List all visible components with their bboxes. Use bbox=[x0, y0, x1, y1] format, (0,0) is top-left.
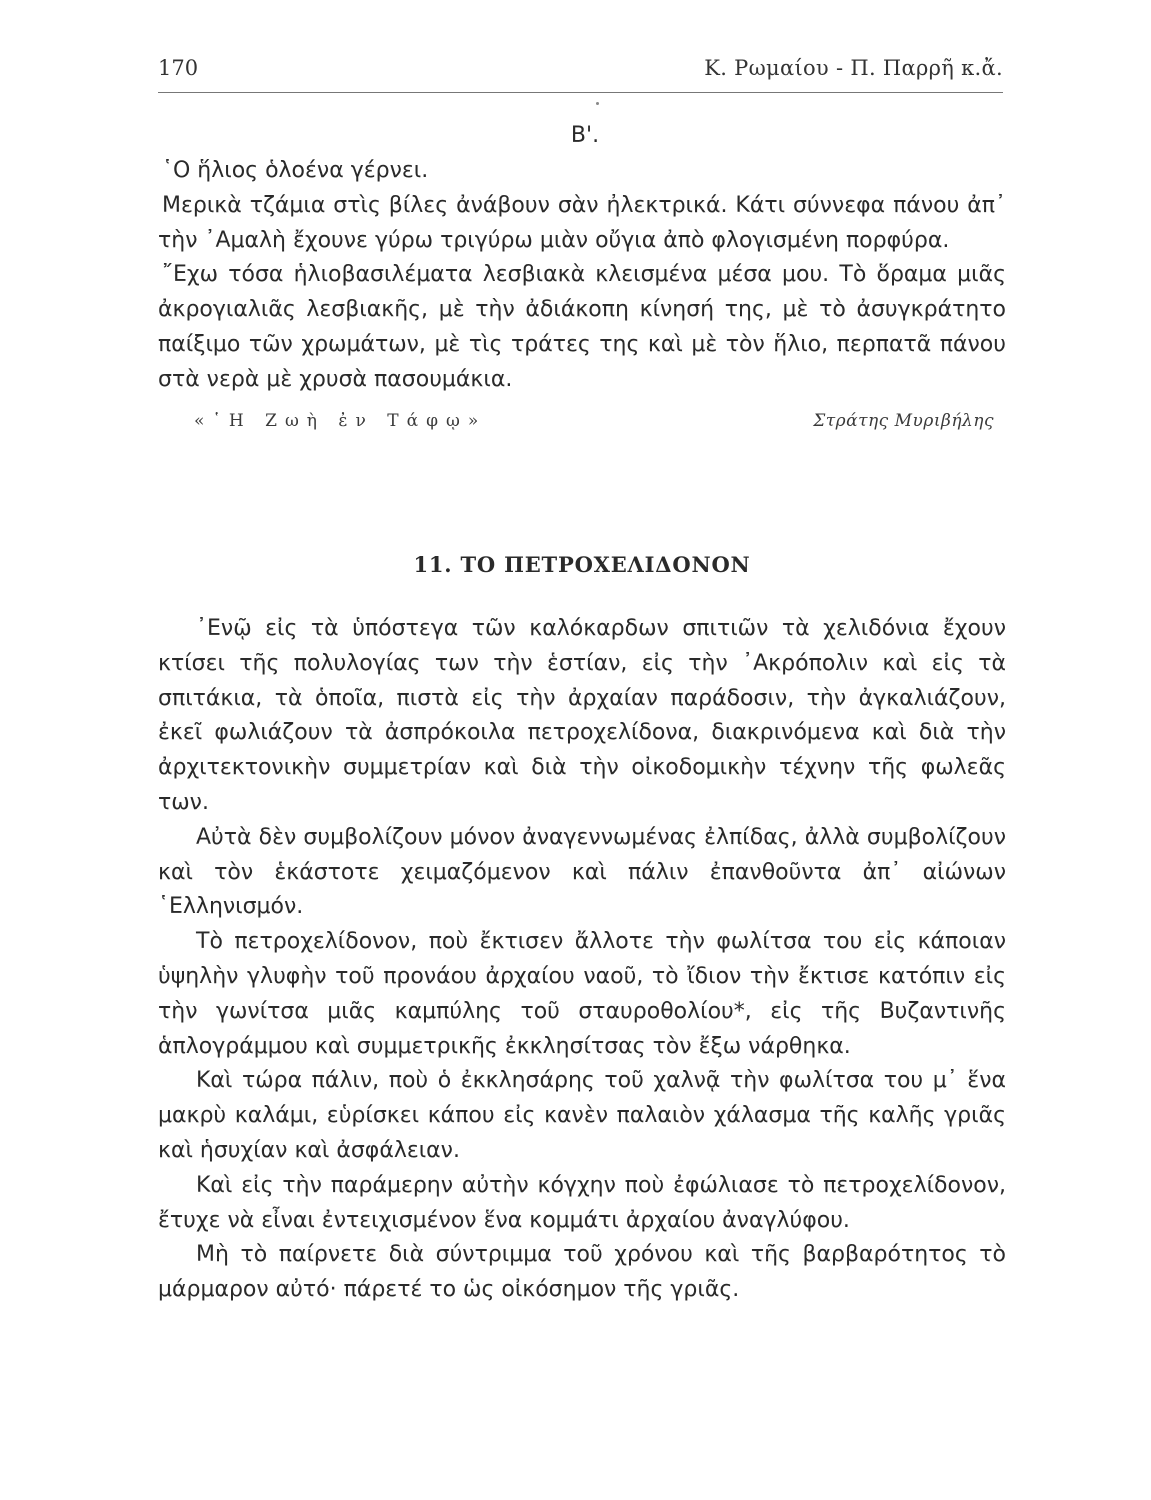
chapter-heading: 11. ΤΟ ΠΕΤΡΟΧΕΛΙΔΟΝΟΝ bbox=[413, 552, 751, 577]
header-divider bbox=[158, 92, 1003, 93]
ornament-dot bbox=[596, 102, 599, 105]
running-header bbox=[158, 56, 1003, 92]
paragraph: Αὐτὰ δὲν συμβολίζουν μόνον ἀναγεννωμένας ἐλπίδας, ἀλλὰ συμβολίζουν καὶ τὸν ἑκάστοτε χειμαζόμενον καὶ πάλιν ἐπανθοῦντα ἀπ᾿ αἰώνων ῾Ελληνισμόν. bbox=[158, 824, 1006, 920]
citation-author: Στράτης Μυριβήλης bbox=[813, 410, 994, 431]
page-number: 170 bbox=[158, 56, 199, 80]
paragraph: ῎Εχω τόσα ἡλιοβασιλέματα λεσβιακὰ κλεισμένα μέσα μου. Τὸ ὅραμα μιᾶς ἀκρογιαλιᾶς λεσβιακῆς, μὲ τὴν ἀδιάκοπη κίνησή της, μὲ τὸ ἀσυγκράτητο παίξιμο τῶν χρωμάτων, μὲ τὶς τράτες της καὶ μὲ τὸν ἥλιο, περπατᾶ πάνου στὰ νερὰ μὲ χρυσὰ πασουμάκια. bbox=[158, 262, 1006, 392]
running-title: Κ. Ρωμαίου - Π. Παρρῆ κ.ἄ. bbox=[704, 56, 1003, 80]
paragraph: ῾Ο ἥλιος ὁλοένα γέρνει. bbox=[162, 158, 429, 183]
citation-source: «῾Η Ζωὴ ἐν Τάφῳ» bbox=[194, 410, 487, 431]
paragraph: Καὶ εἰς τὴν παράμερην αὐτὴν κόγχην ποὺ ἐφώλιασε τὸ πετροχελίδονον, ἔτυχε νὰ εἶναι ἐντειχισμένον ἕνα κομμάτι ἀρχαίου ἀναγλύφου. bbox=[158, 1172, 1006, 1233]
paragraph: Μερικὰ τζάμια στὶς βίλες ἀνάβουν σὰν ἠλεκτρικά. Κάτι σύννεφα πάνου ἀπ᾿ τὴν ᾿Αμαλὴ ἔχουνε γύρω τριγύρω μιὰν οὔγια ἀπὸ φλογισμένη πορφύρα. bbox=[158, 192, 1006, 253]
chapter-body bbox=[158, 612, 1006, 1308]
section-label: Β'. bbox=[570, 123, 600, 148]
paragraph: Καὶ τώρα πάλιν, ποὺ ὁ ἐκκλησάρης τοῦ χαλνᾷ τὴν φωλίτσα του μ᾿ ἕνα μακρὺ καλάμι, εὑρίσκει κάπου εἰς κανὲν παλαιὸν χάλασμα τῆς καλῆς γριᾶς καὶ ἡσυχίαν καὶ ἀσφάλειαν. bbox=[158, 1068, 1006, 1163]
paragraph: Τὸ πετροχελίδονον, ποὺ ἔκτισεν ἄλλοτε τὴν φωλίτσα του εἰς κάποιαν ὑψηλὴν γλυφὴν τοῦ προνάου ἀρχαίου ναοῦ, τὸ ἴδιον τὴν ἔκτισε κατόπιν εἰς τὴν γωνίτσα μιᾶς καμπύλης τοῦ σταυροθολίου*, εἰς τῆς Βυζαντινῆς ἁπλογράμμου καὶ συμμετρικῆς ἐκκλησίτσας τὸν ἔξω νάρθηκα. bbox=[158, 929, 1006, 1059]
citation bbox=[158, 400, 1006, 434]
paragraph: Μὴ τὸ παίρνετε διὰ σύντριμμα τοῦ χρόνου καὶ τῆς βαρβαρότητος τὸ μάρμαρον αὐτό· πάρετέ το ὡς οἰκόσημον τῆς γριᾶς. bbox=[158, 1242, 1006, 1303]
section-b bbox=[158, 120, 1006, 434]
paragraph: ᾿Ενῷ εἰς τὰ ὑπόστεγα τῶν καλόκαρδων σπιτιῶν τὰ χελιδόνια ἔχουν κτίσει τῆς πολυλογίας των τὴν ἑστίαν, εἰς τὴν ᾿Ακρόπολιν καὶ εἰς τὰ σπιτάκια, τὰ ὁποῖα, πιστὰ εἰς τὴν ἀρχαίαν παράδοσιν, τὴν ἀγκαλιάζουν, ἐκεῖ φωλιάζουν τὰ ἀσπρόκοιλα πετροχελίδονα, διακρινόμενα καὶ διὰ τὴν ἀρχιτεκτονικὴν συμμετρίαν καὶ διὰ τὴν οἰκοδομικὴν τέχνην τῆς φωλεᾶς των. bbox=[158, 616, 1006, 815]
